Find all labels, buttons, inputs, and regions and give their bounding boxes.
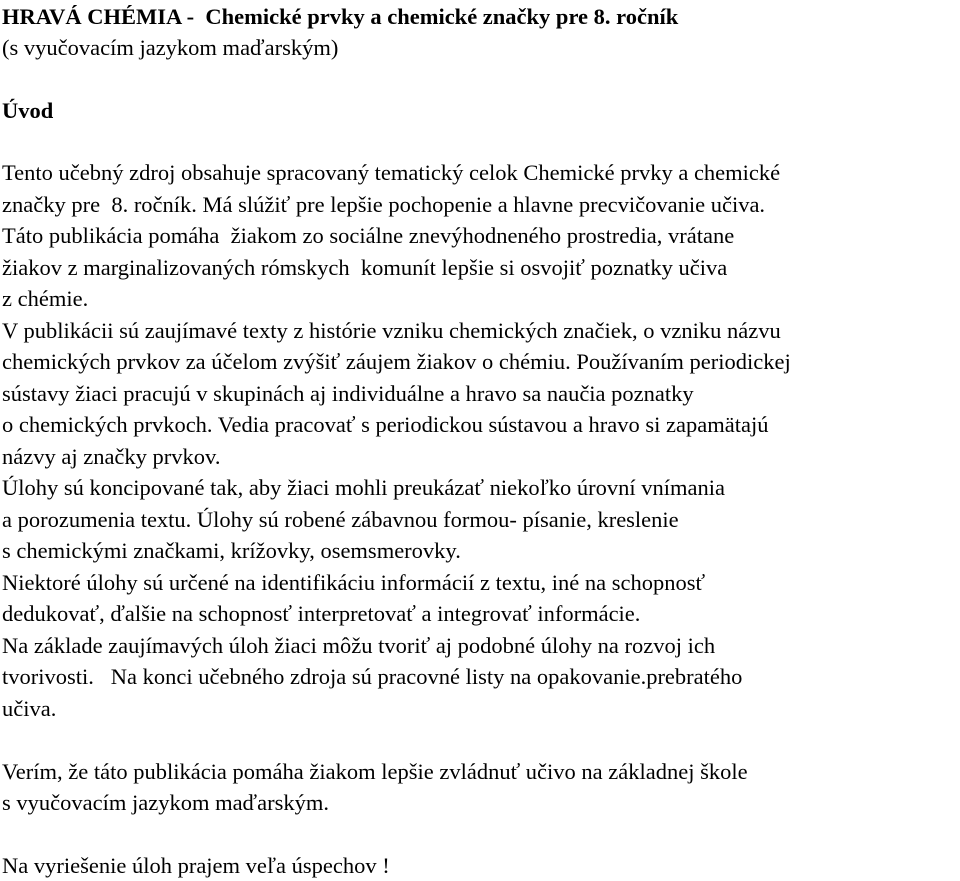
intro-line: s chemickými značkami, krížovky, osemsmerovky. xyxy=(2,538,461,563)
intro-line: Tento učebný zdroj obsahuje spracovaný tematický celok Chemické prvky a chemické xyxy=(2,160,781,185)
intro-line: učiva. xyxy=(2,696,57,721)
intro-line: Niektoré úlohy sú určené na identifikáciu informácií z textu, iné na schopnosť xyxy=(2,570,706,595)
section-heading-uvod: Úvod xyxy=(2,98,54,123)
final-wish-line: Na vyriešenie úloh prajem veľa úspechov ! xyxy=(2,853,390,878)
intro-line: názvy aj značky prvkov. xyxy=(2,444,221,469)
intro-line: Na základe zaujímavých úloh žiaci môžu tvoriť aj podobné úlohy na rozvoj ich xyxy=(2,633,716,658)
closing-line: s vyučovacím jazykom maďarským. xyxy=(2,790,329,815)
intro-line: Úlohy sú koncipované tak, aby žiaci mohli preukázať niekoľko úrovní vnímania xyxy=(2,475,725,500)
intro-line: a porozumenia textu. Úlohy sú robené zábavnou formou- písanie, kreslenie xyxy=(2,507,679,532)
closing-line: Verím, že táto publikácia pomáha žiakom lepšie zvládnuť učivo na základnej škole xyxy=(2,759,748,784)
document-subtitle: (s vyučovacím jazykom maďarským) xyxy=(2,35,339,60)
intro-line: chemických prvkov za účelom zvýšiť záujem žiakov o chémiu. Používaním periodickej xyxy=(2,349,791,374)
intro-line: sústavy žiaci pracujú v skupinách aj individuálne a hravo sa naučia poznatky xyxy=(2,381,694,406)
intro-line: značky pre 8. ročník. Má slúžiť pre lepšie pochopenie a hlavne precvičovanie učiva. xyxy=(2,192,766,217)
intro-line: tvorivosti. Na konci učebného zdroja sú pracovné listy na opakovanie.prebratého xyxy=(2,664,743,689)
intro-line: Táto publikácia pomáha žiakom zo sociálne znevýhodneného prostredia, vrátane xyxy=(2,223,735,248)
intro-line: z chémie. xyxy=(2,286,89,311)
intro-line: dedukovať, ďalšie na schopnosť interpretovať a integrovať informácie. xyxy=(2,601,641,626)
document-title: HRAVÁ CHÉMIA - Chemické prvky a chemické značky pre 8. ročník xyxy=(2,4,679,29)
intro-line: žiakov z marginalizovaných rómskych komunít lepšie si osvojiť poznatky učiva xyxy=(2,255,728,280)
intro-line: o chemických prvkoch. Vedia pracovať s periodickou sústavou a hravo si zapamätajú xyxy=(2,412,769,437)
intro-line: V publikácii sú zaujímavé texty z histórie vzniku chemických značiek, o vzniku názvu xyxy=(2,318,781,343)
